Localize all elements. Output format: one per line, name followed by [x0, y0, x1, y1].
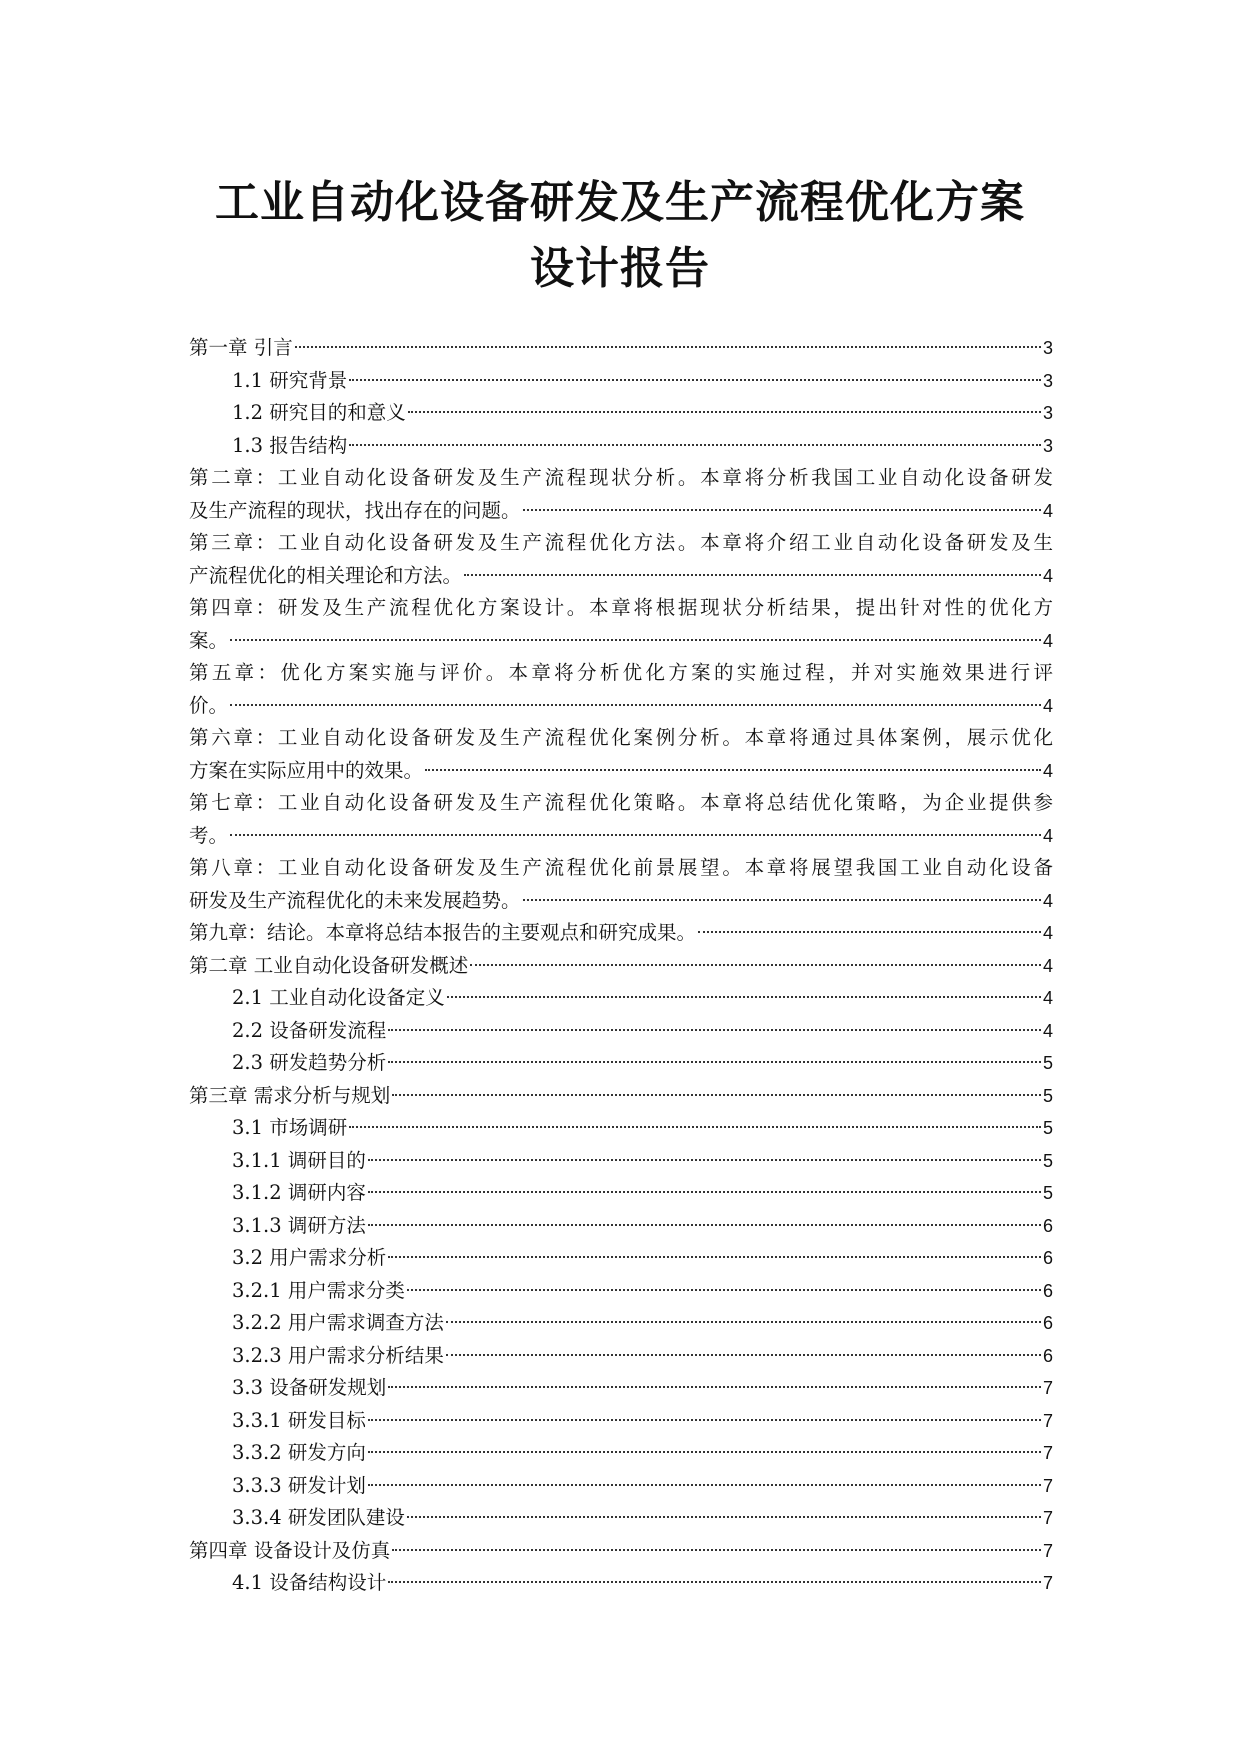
toc-entry-text: 3.2.3 用户需求分析结果 — [232, 1343, 444, 1367]
toc-leader-dots — [388, 1256, 1041, 1258]
toc-leader-dots — [408, 411, 1041, 413]
toc-entry-text: 1.3 报告结构 — [232, 433, 348, 457]
toc-leader-dots — [446, 1354, 1041, 1356]
toc-page-number: 5 — [1042, 1053, 1053, 1073]
toc-entry-text: 3.3.3 研发计划 — [232, 1473, 366, 1497]
toc-entry[interactable] — [189, 1015, 1053, 1048]
toc-page-number: 4 — [1042, 955, 1053, 976]
toc-entry-text: 1.2 研究目的和意义 — [232, 401, 406, 424]
toc-entry-text: 4.1 设备结构设计 — [232, 1571, 387, 1594]
toc-entry-text: 第一章 引言 — [189, 336, 293, 359]
toc-page-number: 4 — [1042, 825, 1053, 846]
toc-page-number: 6 — [1042, 1248, 1053, 1268]
toc-entry-text-line: 第八章：工业自动化设备研发及生产流程优化前景展望。本章将展望我国工业自动化设备 — [189, 856, 1053, 879]
toc-entry[interactable] — [189, 982, 1053, 1015]
toc-entry[interactable] — [189, 1145, 1053, 1178]
toc-page-number: 3 — [1042, 435, 1053, 456]
toc-entry-text: 3.1.1 调研目的 — [232, 1148, 366, 1172]
toc-entry-text: 1.1 研究背景 — [232, 368, 348, 392]
toc-leader-dots — [470, 964, 1041, 966]
toc-entry[interactable] — [189, 1340, 1053, 1373]
toc-entry-text: 产流程优化的相关理论和方法。 — [189, 563, 463, 587]
toc-leader-dots — [407, 1516, 1041, 1518]
toc-entry[interactable] — [189, 1047, 1053, 1080]
toc-entry[interactable] — [189, 1567, 1053, 1600]
toc-entry[interactable] — [189, 1177, 1053, 1210]
toc-entry-text: 2.2 设备研发流程 — [232, 1018, 387, 1042]
toc-entry[interactable] — [189, 1210, 1053, 1243]
toc-leader-dots — [230, 639, 1041, 641]
toc-page-number: 7 — [1042, 1573, 1053, 1593]
toc-entry-text: 方案在实际应用中的效果。 — [189, 758, 424, 782]
toc-leader-dots — [368, 1419, 1041, 1421]
toc-leader-dots — [368, 1191, 1041, 1193]
toc-entry[interactable] — [189, 917, 1053, 950]
toc-entry[interactable] — [189, 592, 1053, 657]
toc-leader-dots — [349, 379, 1041, 381]
table-of-contents — [189, 332, 1053, 1600]
toc-leader-dots — [349, 444, 1041, 446]
toc-leader-dots — [368, 1159, 1041, 1161]
toc-entry-text-line: 第五章：优化方案实施与评价。本章将分析优化方案的实施过程，并对实施效果进行评 — [189, 661, 1053, 684]
toc-page-number: 7 — [1042, 1508, 1053, 1528]
toc-entry[interactable] — [189, 1470, 1053, 1503]
toc-page-number: 7 — [1042, 1540, 1053, 1561]
toc-leader-dots — [368, 1451, 1041, 1453]
toc-leader-dots — [295, 346, 1041, 348]
toc-leader-dots — [388, 1029, 1041, 1031]
toc-page-number: 4 — [1042, 565, 1053, 586]
toc-leader-dots — [230, 834, 1041, 836]
toc-page-number: 6 — [1042, 1215, 1053, 1236]
toc-leader-dots — [698, 931, 1041, 933]
toc-page-number: 4 — [1042, 923, 1053, 943]
toc-page-number: 4 — [1042, 630, 1053, 651]
toc-entry[interactable] — [189, 462, 1053, 527]
toc-page-number: 4 — [1042, 695, 1053, 716]
toc-entry[interactable] — [189, 397, 1053, 430]
toc-entry-text: 3.1 市场调研 — [232, 1116, 348, 1139]
toc-leader-dots — [523, 899, 1041, 901]
toc-leader-dots — [368, 1224, 1041, 1226]
toc-entry-text: 研发及生产流程优化的未来发展趋势。 — [189, 888, 521, 912]
toc-entry-text: 3.2.2 用户需求调查方法 — [232, 1311, 444, 1334]
document-title-line-1: 工业自动化设备研发及生产流程优化方案 — [215, 177, 1025, 228]
toc-leader-dots — [523, 509, 1041, 511]
toc-entry-text: 3.3.4 研发团队建设 — [232, 1506, 405, 1529]
toc-entry[interactable] — [189, 1307, 1053, 1340]
document-title — [160, 170, 1080, 302]
toc-page-number: 4 — [1042, 890, 1053, 911]
toc-entry-text-line: 第四章：研发及生产流程优化方案设计。本章将根据现状分析结果，提出针对性的优化方 — [189, 596, 1053, 619]
toc-leader-dots — [464, 574, 1041, 576]
toc-page-number: 6 — [1042, 1280, 1053, 1301]
toc-entry-text: 3.3 设备研发规划 — [232, 1376, 387, 1399]
toc-leader-dots — [392, 1549, 1041, 1551]
toc-entry-text: 案。 — [189, 628, 229, 652]
toc-entry-text: 价。 — [189, 693, 229, 717]
toc-entry-text: 3.2 用户需求分析 — [232, 1246, 387, 1269]
toc-entry[interactable] — [189, 657, 1053, 722]
toc-entry[interactable] — [189, 852, 1053, 917]
toc-entry-text: 3.3.1 研发目标 — [232, 1408, 366, 1432]
toc-entry[interactable] — [189, 1535, 1053, 1568]
toc-leader-dots — [425, 769, 1041, 771]
toc-page-number: 3 — [1042, 370, 1053, 391]
toc-leader-dots — [388, 1061, 1041, 1063]
toc-entry[interactable] — [189, 722, 1053, 787]
toc-entry-text: 第三章 需求分析与规划 — [189, 1083, 391, 1107]
toc-entry[interactable] — [189, 1080, 1053, 1113]
toc-entry-text: 3.2.1 用户需求分类 — [232, 1278, 405, 1302]
toc-entry[interactable] — [189, 787, 1053, 852]
toc-page-number: 3 — [1042, 338, 1053, 358]
toc-entry[interactable] — [189, 1112, 1053, 1145]
toc-entry-text: 2.3 研发趋势分析 — [232, 1051, 387, 1074]
toc-entry[interactable] — [189, 1502, 1053, 1535]
toc-page-number: 5 — [1042, 1183, 1053, 1203]
toc-page-number: 4 — [1042, 500, 1053, 521]
toc-leader-dots — [392, 1094, 1041, 1096]
toc-entry[interactable] — [189, 1437, 1053, 1470]
toc-entry[interactable] — [189, 527, 1053, 592]
toc-page-number: 6 — [1042, 1313, 1053, 1333]
toc-leader-dots — [388, 1581, 1041, 1583]
toc-entry-text: 3.3.2 研发方向 — [232, 1441, 366, 1464]
toc-page-number: 3 — [1042, 403, 1053, 423]
toc-entry-text-line: 第七章：工业自动化设备研发及生产流程优化策略。本章将总结优化策略，为企业提供参 — [189, 791, 1053, 814]
toc-page-number: 5 — [1042, 1118, 1053, 1138]
toc-page-number: 5 — [1042, 1085, 1053, 1106]
toc-entry-text: 2.1 工业自动化设备定义 — [232, 986, 445, 1009]
toc-page-number: 6 — [1042, 1345, 1053, 1366]
toc-leader-dots — [368, 1484, 1041, 1486]
toc-entry[interactable] — [189, 1242, 1053, 1275]
toc-entry[interactable] — [189, 365, 1053, 398]
toc-entry-text: 考。 — [189, 823, 229, 847]
toc-entry-text: 第二章 工业自动化设备研发概述 — [189, 953, 469, 977]
toc-leader-dots — [230, 704, 1041, 706]
toc-leader-dots — [388, 1386, 1041, 1388]
toc-page-number: 4 — [1042, 1020, 1053, 1041]
toc-entry[interactable] — [189, 1372, 1053, 1405]
toc-page-number: 7 — [1042, 1443, 1053, 1463]
toc-page-number: 7 — [1042, 1410, 1053, 1431]
toc-entry[interactable] — [189, 950, 1053, 983]
toc-entry[interactable] — [189, 332, 1053, 365]
toc-entry-text: 3.1.2 调研内容 — [232, 1181, 366, 1204]
toc-entry-text-line: 第六章：工业自动化设备研发及生产流程优化案例分析。本章将通过具体案例，展示优化 — [189, 726, 1053, 749]
toc-entry-text: 第九章：结论。本章将总结本报告的主要观点和研究成果。 — [189, 921, 697, 944]
toc-page-number: 7 — [1042, 1378, 1053, 1398]
toc-leader-dots — [446, 1321, 1041, 1323]
toc-page-number: 5 — [1042, 1150, 1053, 1171]
toc-leader-dots — [349, 1126, 1041, 1128]
toc-entry-text: 及生产流程的现状，找出存在的问题。 — [189, 498, 521, 522]
toc-leader-dots — [407, 1289, 1041, 1291]
toc-page-number: 4 — [1042, 988, 1053, 1008]
toc-entry-text: 3.1.3 调研方法 — [232, 1213, 366, 1237]
toc-entry[interactable] — [189, 1275, 1053, 1308]
toc-page-number: 7 — [1042, 1475, 1053, 1496]
toc-entry[interactable] — [189, 1405, 1053, 1438]
toc-entry-text-line: 第二章：工业自动化设备研发及生产流程现状分析。本章将分析我国工业自动化设备研发 — [189, 466, 1053, 489]
toc-page-number: 4 — [1042, 760, 1053, 781]
toc-entry-text: 第四章 设备设计及仿真 — [189, 1538, 391, 1562]
toc-entry-text-line: 第三章：工业自动化设备研发及生产流程优化方法。本章将介绍工业自动化设备研发及生 — [189, 531, 1053, 554]
toc-leader-dots — [447, 996, 1041, 998]
toc-entry[interactable] — [189, 430, 1053, 463]
document-title-line-2: 设计报告 — [530, 243, 710, 294]
